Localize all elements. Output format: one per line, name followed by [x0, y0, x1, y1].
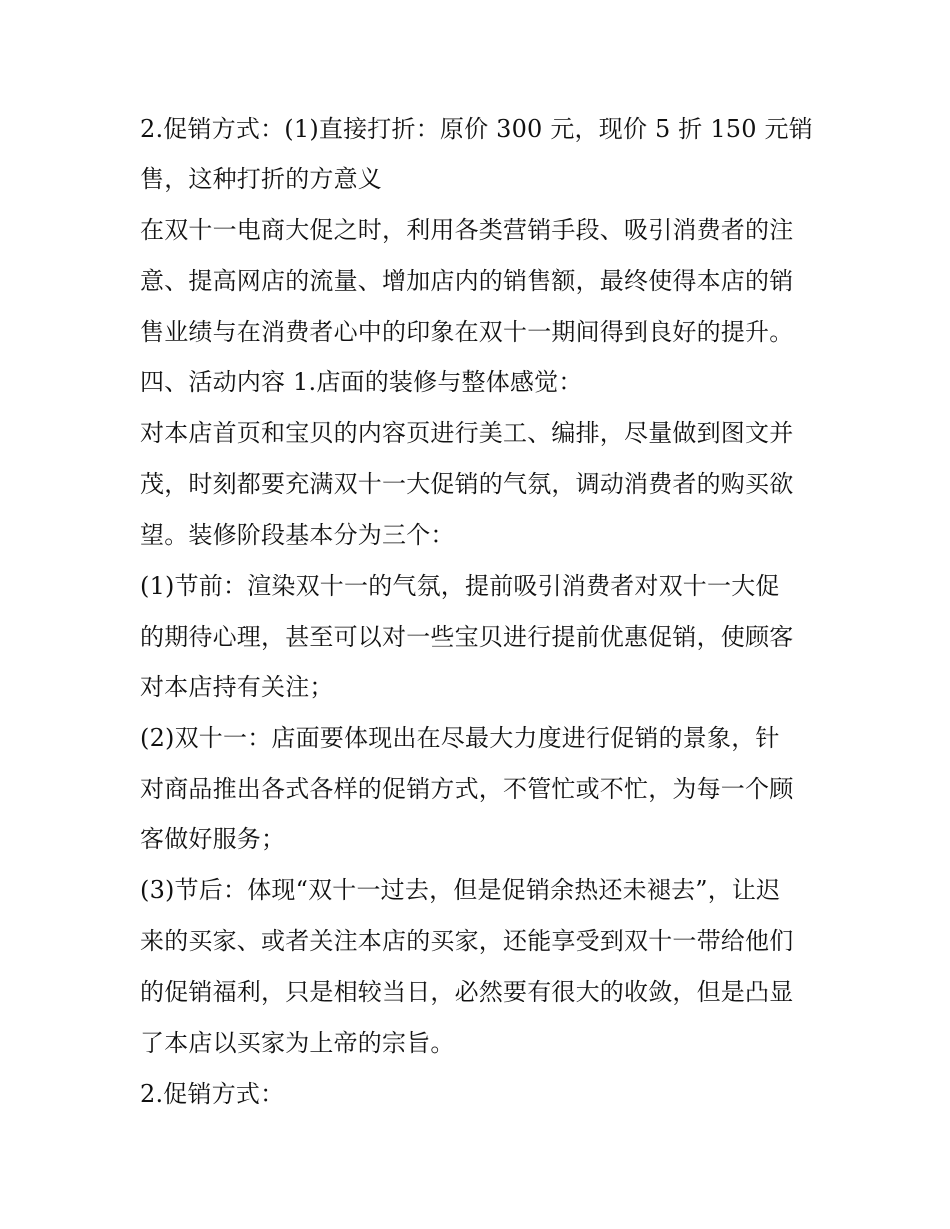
text-line: 茂，时刻都要充满双十一大促销的气氛，调动消费者的购买欲	[140, 470, 794, 498]
text-line: 在双十一电商大促之时，利用各类营销手段、吸引消费者的注	[140, 216, 794, 244]
text-line: 2.促销方式：	[140, 1080, 285, 1108]
text-line: 来的买家、或者关注本店的买家，还能享受到双十一带给他们	[140, 927, 794, 955]
text-line: 售业绩与在消费者心中的印象在双十一期间得到良好的提升。	[140, 318, 794, 346]
text-line: 的促销福利，只是相较当日，必然要有很大的收敛，但是凸显	[140, 978, 794, 1006]
text-line: 对本店持有关注；	[140, 673, 334, 701]
text-line: 四、活动内容 1.店面的装修与整体感觉：	[140, 368, 583, 396]
text-line: 对本店首页和宝贝的内容页进行美工、编排，尽量做到图文并	[140, 419, 794, 447]
text-line: 2.促销方式：(1)直接打折：原价 300 元，现价 5 折 150 元销	[140, 115, 813, 143]
text-line: 售，这种打折的方意义	[140, 165, 382, 193]
text-line: 了本店以买家为上帝的宗旨。	[140, 1029, 455, 1057]
text-line: 客做好服务；	[140, 825, 286, 853]
text-line: 的期待心理，甚至可以对一些宝贝进行提前优惠促销，使顾客	[140, 623, 794, 651]
text-line: 意、提高网店的流量、增加店内的销售额，最终使得本店的销	[140, 267, 794, 295]
text-line: (1)节前：渲染双十一的气氛，提前吸引消费者对双十一大促	[140, 572, 780, 600]
text-line: (3)节后：体现“双十一过去，但是促销余热还未褪去”，让迟	[140, 876, 781, 904]
text-line: (2)双十一：店面要体现出在尽最大力度进行促销的景象，针	[140, 724, 780, 752]
text-line: 望。装修阶段基本分为三个：	[140, 521, 455, 549]
text-line: 对商品推出各式各样的促销方式，不管忙或不忙，为每一个顾	[140, 775, 794, 803]
